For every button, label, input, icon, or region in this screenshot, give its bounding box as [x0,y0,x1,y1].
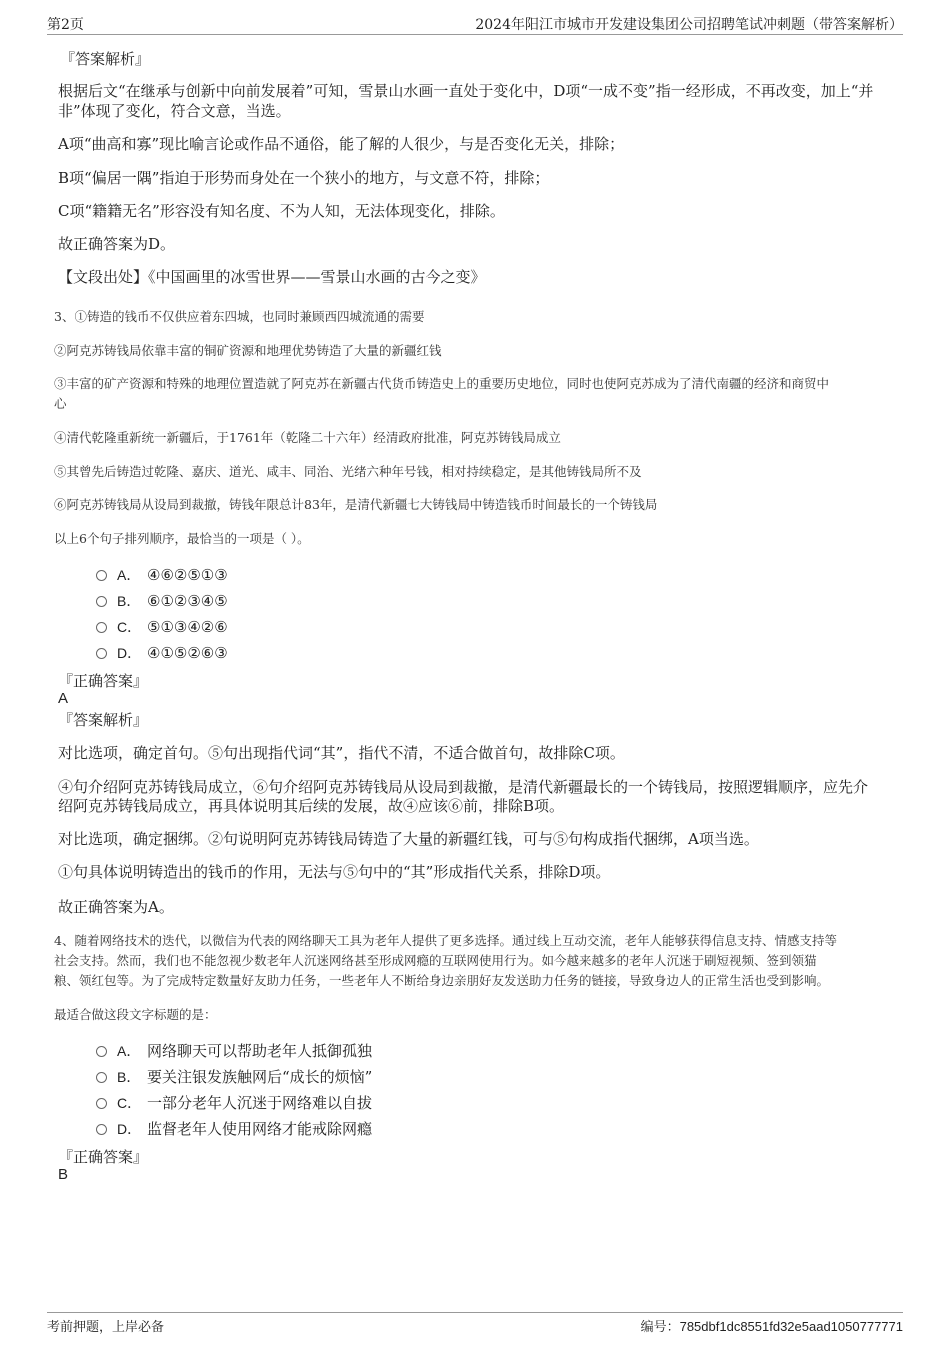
q3-option-a[interactable]: A． ④⑥②⑤①③ [96,565,228,585]
q3-sentence-4: ④清代乾隆重新统一新疆后，于1761年（乾隆二十六年）经清政府批准，阿克苏铸钱局成立 [54,430,561,445]
q4-stem: 最适合做这段文字标题的是： [54,1007,217,1022]
q3-analysis-p2a: ④句介绍阿克苏铸钱局成立，⑥句介绍阿克苏铸钱局从设局到裁撤，是清代新疆最长的一个铸钱局，按照逻辑顺序，应先介 [58,778,869,796]
radio-icon[interactable] [96,1098,107,1109]
q3-analysis-p4: ①句具体说明铸造出的钱币的作用，无法与⑤句中的“其”形成指代关系，排除D项。 [58,863,611,881]
q3-analysis-p1: 对比选项，确定首句。⑤句出现指代词“其”，指代不清，不适合做首句，故排除C项。 [58,744,625,762]
q3-sentence-3a: ③丰富的矿产资源和特殊的地理位置造就了阿克苏在新疆古代货币铸造史上的重要历史地位，同时也使阿克苏成为了清代南疆的经济和商贸中 [54,376,830,391]
q2-analysis-heading: 『答案解析』 [60,50,151,68]
q3-sentence-6: ⑥阿克苏铸钱局从设局到裁撤，铸钱年限总计83年，是清代新疆七大铸钱局中铸造钱币时间最长的一个铸钱局 [54,497,658,512]
q3-analysis-p2b: 绍阿克苏铸钱局成立，再具体说明其后续的发展，故④应该⑥前，排除B项。 [58,797,565,815]
q3-answer: A [58,690,69,707]
q4-option-d[interactable]: D． 监督老年人使用网络才能戒除网瘾 [96,1119,372,1139]
q4-passage-line-2: 社会支持。然而，我们也不能忽视少数老年人沉迷网络甚至形成网瘾的互联网使用行为。如今越来越多的老年人沉迷于刷短视频、签到领猫 [54,953,817,968]
page-footer [47,1312,903,1339]
q3-analysis-p5: 故正确答案为A。 [58,898,174,916]
q3-sentence-5: ⑤其曾先后铸造过乾隆、嘉庆、道光、咸丰、同治、光绪六种年号钱，相对持续稳定，是其他铸钱局所不及 [54,464,642,479]
q4-option-b[interactable]: B． 要关注银发族触网后“成长的烦恼” [96,1067,372,1087]
q3-sentence-2: ②阿克苏铸钱局依靠丰富的铜矿资源和地理优势铸造了大量的新疆红钱 [54,343,442,358]
q4-passage-line-1: 4、随着网络技术的迭代，以微信为代表的网络聊天工具为老年人提供了更多选择。通过线上互动交流，老年人能够获得信息支持、情感支持等 [54,933,837,948]
q3-sentence-1: 3、①铸造的钱币不仅供应着东四城，也同时兼顾西四城流通的需要 [54,309,425,324]
footer-code: 编号：785dbf1dc8551fd32e5aad1050777771 [640,1319,903,1335]
q3-option-d[interactable]: D． ④①⑤②⑥③ [96,643,228,663]
radio-icon[interactable] [96,1072,107,1083]
q2-analysis-p5: 故正确答案为D。 [58,235,176,253]
q2-analysis-p4: C项“籍籍无名”形容没有知名度、不为人知，无法体现变化，排除。 [58,202,505,220]
q4-passage-line-3: 粮、领红包等。为了完成特定数量好友助力任务，一些老年人不断给身边亲朋好友发送助力任务的链接，导致身边人的正常生活也受到影响。 [54,973,830,988]
page-header [47,14,903,35]
q4-answer: B [58,1166,69,1183]
radio-icon[interactable] [96,648,107,659]
q2-analysis-p2: A项“曲高和寡”现比喻言论或作品不通俗，能了解的人很少，与是否变化无关，排除； [58,135,625,153]
radio-icon[interactable] [96,1124,107,1135]
q3-stem: 以上6个句子排列顺序，最恰当的一项是（ ）。 [54,531,310,546]
radio-icon[interactable] [96,570,107,581]
q2-analysis-p3: B项“偏居一隅”指迫于形势而身处在一个狭小的地方，与文意不符，排除； [58,169,550,187]
q4-option-c[interactable]: C． 一部分老年人沉迷于网络难以自拔 [96,1093,372,1113]
q3-analysis-p3: 对比选项，确定捆绑。②句说明阿克苏铸钱局铸造了大量的新疆红钱，可与⑤句构成指代捆绑，A项当选。 [58,830,759,848]
q3-option-c[interactable]: C． ⑤①③④②⑥ [96,617,228,637]
q4-answer-heading: 『正确答案』 [58,1148,149,1166]
q4-option-a[interactable]: A． 网络聊天可以帮助老年人抵御孤独 [96,1041,372,1061]
document-title: 2024年阳江市城市开发建设集团公司招聘笔试冲刺题（带答案解析） [475,17,903,33]
q3-analysis-heading: 『答案解析』 [58,711,149,729]
radio-icon[interactable] [96,1046,107,1057]
page-number: 第2页 [47,17,84,33]
q3-answer-heading: 『正确答案』 [58,672,149,690]
q3-option-b[interactable]: B． ⑥①②③④⑤ [96,591,228,611]
q2-analysis-p1b: 非”体现了变化，符合文意，当选。 [58,102,291,120]
q3-sentence-3b: 心 [54,396,67,411]
radio-icon[interactable] [96,596,107,607]
q2-source: 【文段出处】《中国画里的冰雪世界——雪景山水画的古今之变》 [58,268,486,286]
radio-icon[interactable] [96,622,107,633]
q2-analysis-p1a: 根据后文“在继承与创新中向前发展着”可知，雪景山水画一直处于变化中，D项“一成不变”指一经形成，不再改变，加上“并 [58,82,874,100]
footer-slogan: 考前押题，上岸必备 [47,1320,165,1335]
